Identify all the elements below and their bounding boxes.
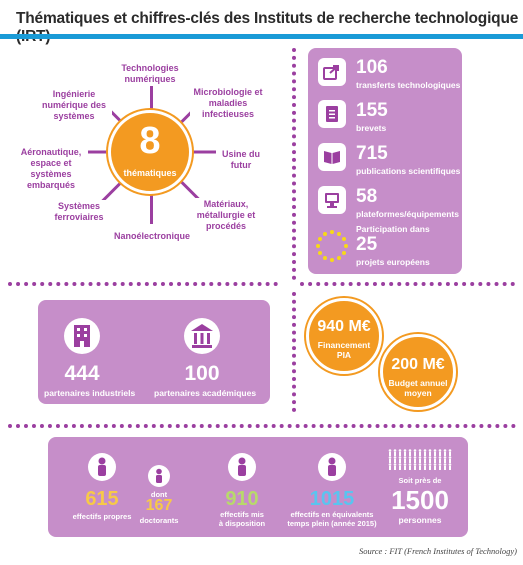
divider-horizontal-right [300, 282, 515, 286]
divider-horizontal-bottom [8, 424, 516, 428]
building-icon [64, 318, 100, 354]
title-underline [0, 34, 523, 39]
staff-label-fte-line1: effectifs en équivalents [290, 510, 374, 519]
theme-aeronautique: Aéronautique, espace et systèmes embarqués [14, 146, 88, 192]
stat-value-transfers: 106 [356, 57, 388, 78]
staff-label-seconded-line1: effectifs mis [220, 510, 264, 519]
eu-stars-icon [314, 228, 350, 264]
partner-label-industrial: partenaires industriels [44, 388, 136, 398]
theme-usine-du-futur: Usine du futur [216, 148, 266, 172]
funding-budget-amount: 200 M€ [391, 356, 445, 373]
staff-value-phd: 167 [145, 497, 173, 514]
stat-label-european: projets européens [356, 257, 430, 267]
staff-label-phd: doctorants [139, 516, 179, 525]
person-icon [88, 453, 116, 481]
page-title: Thématiques et chiffres-clés des Instituts de recherche technologique [16, 10, 519, 27]
people-crowd-icon [388, 449, 452, 471]
staff-value-total: 1500 [391, 485, 449, 515]
thematics-label: thématiques [123, 168, 177, 178]
staff-prefix-total: Soit près de [398, 476, 442, 485]
thematics-count: 8 [139, 120, 161, 162]
funding-pia-circle [306, 298, 382, 374]
staff-label-total: personnes [398, 515, 442, 525]
stat-label-patents: brevets [356, 123, 387, 133]
divider-horizontal-left [8, 282, 278, 286]
share-icon [318, 58, 346, 86]
staff-value-fte: 1015 [309, 488, 355, 510]
theme-nanoelectronique: Nanoélectronique [104, 230, 200, 243]
stat-value-platforms: 58 [356, 186, 378, 207]
stat-label-publications: publications scientifiques [356, 166, 461, 176]
partner-value-industrial: 444 [64, 362, 100, 385]
stat-value-european: 25 [356, 234, 378, 255]
stat-label-transfers: transferts technologiques [356, 80, 461, 90]
theme-microbiologie: Microbiologie et maladies infectieuses [190, 86, 266, 121]
stat-label-platforms: plateformes/équipements [356, 209, 459, 219]
source-note: Source : FIT (French Institutes of Technology) [358, 546, 517, 556]
stat-value-publications: 715 [356, 143, 388, 164]
stat-prefix-european: Participation dans [356, 224, 430, 234]
staff-value-seconded: 910 [225, 488, 259, 510]
funding-pia-amount: 940 M€ [317, 318, 371, 335]
theme-technologies-numeriques: Technologies numériques [112, 62, 188, 86]
funding-pia-label-line2: PIA [336, 350, 352, 360]
person-icon [228, 453, 256, 481]
partner-value-academic: 100 [184, 362, 220, 385]
funding-pia-label-line1: Financement [317, 340, 371, 350]
institution-icon [184, 318, 220, 354]
theme-systemes-ferroviaires: Systèmes ferroviaires [44, 200, 114, 224]
staff-value-own: 615 [85, 488, 119, 510]
partner-label-academic: partenaires académiques [154, 388, 257, 398]
stat-value-patents: 155 [356, 100, 388, 121]
theme-materiaux: Matériaux, métallurgie et procédés [190, 198, 262, 233]
theme-ingenierie-numerique: Ingénierie numérique des systèmes [36, 88, 112, 123]
staff-label-own: effectifs propres [72, 512, 132, 521]
funding-budget-label-line2: moyen [404, 388, 432, 398]
equipment-icon [318, 186, 346, 214]
funding-budget-label-line1: Budget annuel [388, 378, 448, 388]
person-icon [318, 453, 346, 481]
person-small-icon [148, 465, 170, 487]
book-icon [318, 143, 346, 171]
staff-label-seconded-line2: à disposition [218, 519, 266, 528]
staff-prefix-phd: dont [150, 490, 168, 499]
divider-vertical-top [292, 48, 296, 280]
document-icon [318, 100, 346, 128]
divider-vertical-middle [292, 292, 296, 412]
staff-label-fte-line2: temps plein (année 2015) [287, 519, 377, 528]
